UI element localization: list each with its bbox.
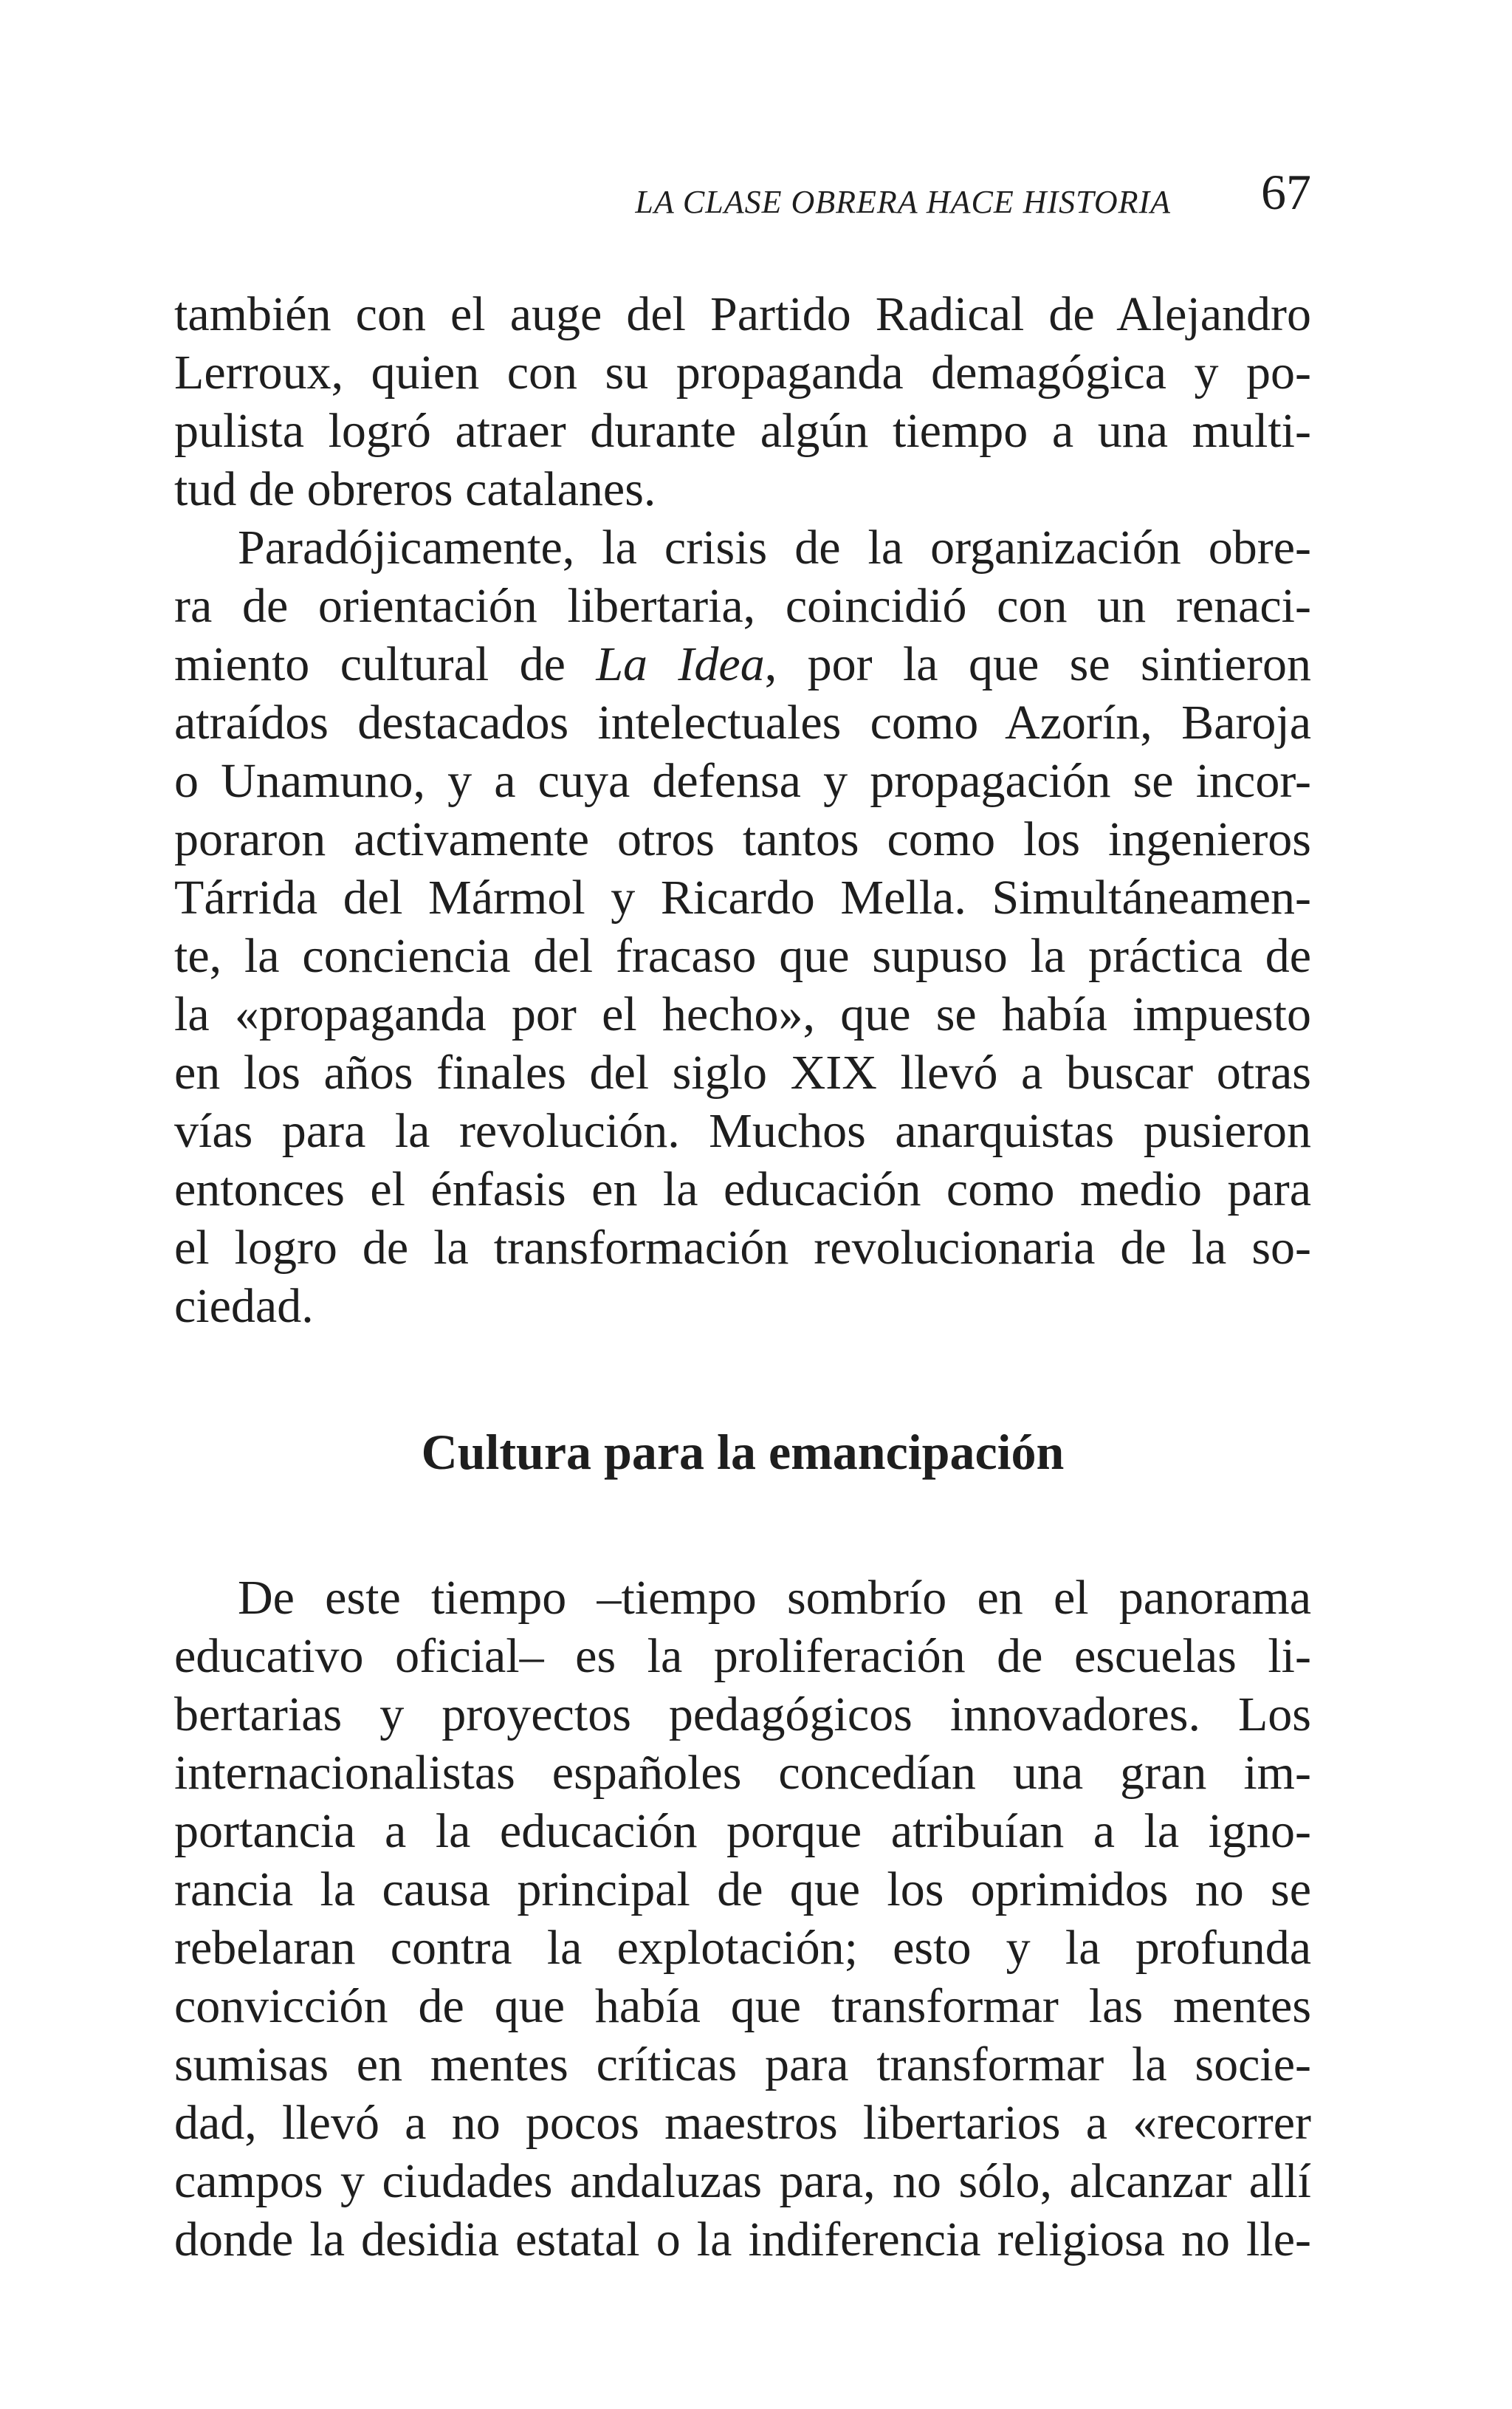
- text-line: atraídos destacados intelectuales como Azorín, Baroja: [174, 696, 1311, 750]
- text-run: miento cultural de: [174, 637, 597, 691]
- text-line: o Unamuno, y a cuya defensa y propagación se incor-: [174, 754, 1311, 808]
- text-line: convicción de que había que transformar las mentes: [174, 1979, 1311, 2033]
- text-line: Tárrida del Mármol y Ricardo Mella. Simultáneamen-: [174, 871, 1311, 925]
- text-line: sumisas en mentes críticas para transformar la socie-: [174, 2038, 1311, 2091]
- text-line: De este tiempo –tiempo sombrío en el panorama: [238, 1571, 1311, 1625]
- text-line: Lerroux, quien con su propaganda demagógica y po-: [174, 346, 1311, 400]
- paragraph-continuation: [174, 285, 1311, 518]
- text-line: Paradójicamente, la crisis de la organización obre-: [238, 521, 1311, 575]
- running-title: LA CLASE OBRERA HACE HISTORIA: [635, 184, 1171, 220]
- text-line-with-italic: [174, 635, 1311, 693]
- page-number: 67: [1261, 164, 1311, 220]
- text-line: donde la desidia estatal o la indiferencia religiosa no lle-: [174, 2213, 1311, 2266]
- section-heading: Cultura para la emancipación: [421, 1424, 1065, 1480]
- text-line: la «propaganda por el hecho», que se había impuesto: [174, 987, 1311, 1041]
- text-line: ra de orientación libertaria, coincidió con un renaci-: [174, 579, 1311, 633]
- body-text-bottom: [174, 1569, 1311, 2269]
- text-run: , por la que se sintieron: [764, 637, 1311, 691]
- text-line: tud de obreros catalanes.: [174, 462, 656, 516]
- text-line: en los años finales del siglo XIX llevó a buscar otras: [174, 1046, 1311, 1100]
- italic-title: La Idea: [596, 637, 765, 691]
- body-text-top: [174, 285, 1311, 1335]
- text-line: rebelaran contra la explotación; esto y la profunda: [174, 1921, 1311, 1975]
- text-line: entonces el énfasis en la educación como medio para: [174, 1162, 1311, 1216]
- paragraph-paradojicamente: [174, 518, 1311, 1335]
- text-line: portancia a la educación porque atribuían a la igno-: [174, 1804, 1311, 1858]
- paragraph-de-este-tiempo: [174, 1569, 1311, 2269]
- text-line: bertarias y proyectos pedagógicos innovadores. Los: [174, 1687, 1311, 1741]
- text-line: pulista logró atraer durante algún tiempo a una multi-: [174, 404, 1311, 458]
- text-line: dad, llevó a no pocos maestros libertarios a «recorrer: [174, 2096, 1311, 2150]
- running-header: [174, 164, 1311, 223]
- text-line: poraron activamente otros tantos como los ingenieros: [174, 812, 1311, 866]
- text-line: rancia la causa principal de que los oprimidos no se: [174, 1863, 1311, 1916]
- text-line: el logro de la transformación revolucionaria de la so-: [174, 1221, 1311, 1275]
- text-line: vías para la revolución. Muchos anarquistas pusieron: [174, 1104, 1311, 1158]
- text-line: campos y ciudades andaluzas para, no sólo, alcanzar allí: [174, 2154, 1311, 2208]
- text-line: internacionalistas españoles concedían una gran im-: [174, 1746, 1311, 1800]
- text-line: te, la conciencia del fracaso que supuso la práctica de: [174, 929, 1311, 983]
- text-line: ciedad.: [174, 1279, 314, 1333]
- text-line: también con el auge del Partido Radical de Alejandro: [174, 287, 1311, 341]
- text-line: educativo oficial– es la proliferación de escuelas li-: [174, 1629, 1311, 1683]
